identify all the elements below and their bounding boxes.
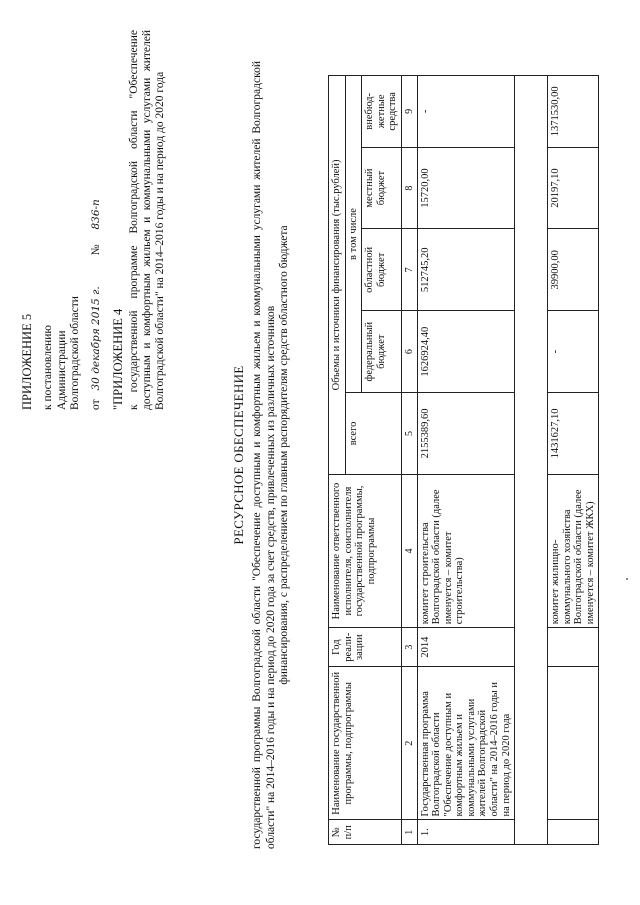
regional-amount: 39900,00	[548, 229, 599, 311]
date-prefix: от	[90, 399, 103, 410]
local-amount: 20197,10	[548, 147, 599, 229]
column-number: 2	[401, 667, 417, 820]
resource-table	[328, 75, 599, 845]
column-number: 8	[401, 147, 417, 229]
extra-budget-amount: -	[417, 76, 514, 148]
column-number: 4	[401, 474, 417, 627]
program-name	[548, 667, 599, 820]
number-sign: №	[90, 244, 103, 256]
header-volumes: Объемы и источники финансирования (тыс.рублей)	[329, 76, 346, 475]
federal-amount: 1626924,40	[417, 311, 514, 393]
executor-name: комитет жилищно-коммунального хозяйства Волгоградской области (далее именуется – комитет ЖКХ)	[548, 474, 599, 627]
document-subtitle: государственной программы Волгоградской области "Обеспечение доступным и комфортным жильем и коммунальными услугами жителей Волгоградской области" на 2014–2016 годы и на период до 2020 года за счет средств, привлеченных из различных источников	[250, 61, 277, 849]
header-line-3: Волгоградской области	[68, 296, 81, 410]
federal-amount: -	[548, 311, 599, 393]
header-total: всего	[345, 393, 401, 475]
decree-date: 30 декабря 2015 г.	[90, 286, 103, 391]
table-row	[548, 76, 599, 845]
executor-name: комитет строительства Волгоградской области (далее именуется – комитет строительства)	[417, 474, 514, 627]
header-regional: областной бюджет	[362, 229, 402, 311]
total-amount: 1431627,10	[548, 393, 599, 475]
rotated-content	[10, 25, 630, 885]
header-program-name: Наименование государственной программы, подпрограммы	[329, 667, 402, 820]
column-number: 9	[401, 76, 417, 148]
row-number	[548, 820, 599, 845]
header-including: в том числе	[345, 76, 362, 393]
header-executor: Наименование ответственного исполнителя, соисполнителя государственной программы, подпрограммы	[329, 474, 402, 627]
decree-date-line	[90, 30, 103, 410]
header-local: местный бюджет	[362, 147, 402, 229]
header-year: Год реали-зации	[329, 628, 402, 667]
column-number: 5	[401, 393, 417, 475]
program-name: Государственная программа Волгоградской области "Обеспечение доступным и комфортным жильем и коммунальными услугами жителей Волгоградской области" на 2014–2016 годы и на период до 2020 года	[417, 667, 514, 820]
decree-number: 836-п	[90, 199, 103, 230]
column-number: 6	[401, 311, 417, 393]
header-line-1: к постановлению	[42, 325, 55, 410]
realization-year: 2014	[417, 628, 514, 667]
total-amount: 2155389,60	[417, 393, 514, 475]
column-number: 7	[401, 229, 417, 311]
approval-header	[20, 30, 167, 410]
header-number: № п/п	[329, 820, 402, 845]
column-number: 1	[401, 820, 417, 845]
column-number: 3	[401, 628, 417, 667]
header-extra-budget: внебюд-жетные средства	[362, 76, 402, 148]
document-subtitle-2: финансирования, с распределением по главным распорядителям средств областного бюджета	[278, 225, 291, 685]
header-line-2: Администрации	[55, 330, 68, 410]
appendix4-text: к государственной программе Волгоградской области "Обеспечение доступным и комфортным жильем и коммунальными услугами жителей Волгоградской области" на 2014–2016 годы и на период до 2020 года	[127, 30, 167, 410]
appendix4-title: "ПРИЛОЖЕНИЕ 4	[111, 308, 126, 410]
realization-year	[548, 628, 599, 667]
header-federal: федеральный бюджет	[362, 311, 402, 393]
extra-budget-amount: 1371530,00	[548, 76, 599, 148]
row-number: 1.	[417, 820, 514, 845]
document-heading	[232, 55, 292, 855]
scan-speck	[626, 578, 628, 580]
local-amount: 15720,00	[417, 147, 514, 229]
appendix-title: ПРИЛОЖЕНИЕ 5	[20, 313, 34, 410]
table-row	[417, 76, 514, 845]
document-title: РЕСУРСНОЕ ОБЕСПЕЧЕНИЕ	[231, 365, 246, 545]
regional-amount: 512745,20	[417, 229, 514, 311]
